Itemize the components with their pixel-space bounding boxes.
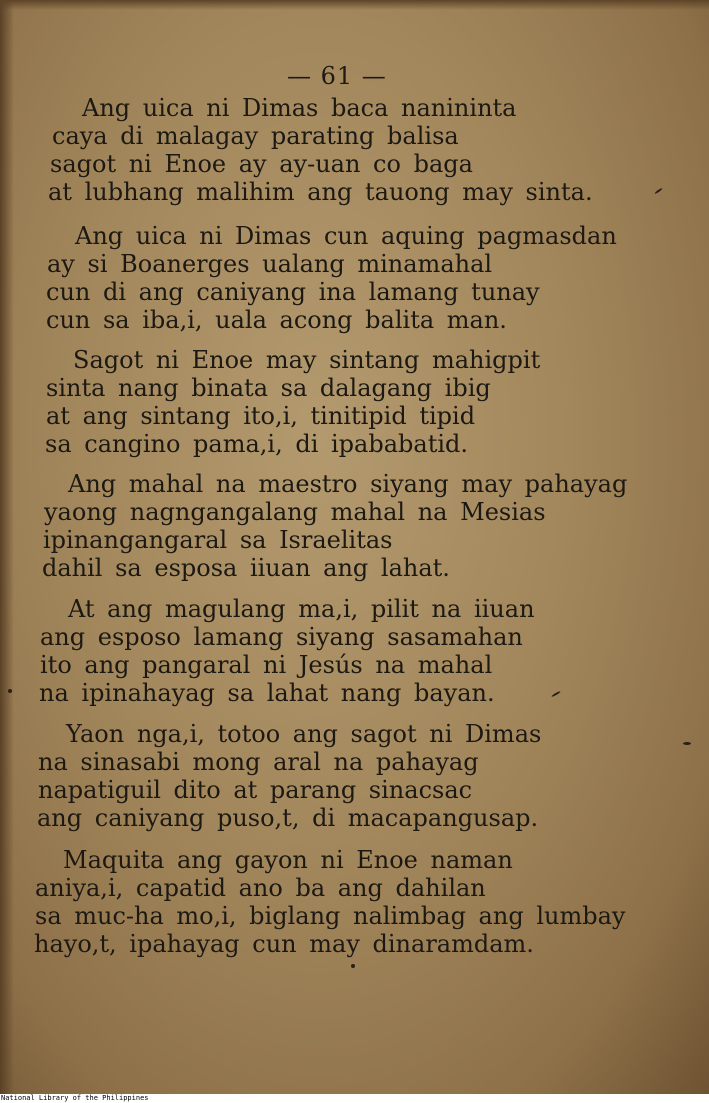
verse-line: ang caniyang puso,t, di macapangusap. xyxy=(37,804,539,832)
ink-speck xyxy=(351,964,355,968)
verse-line: at lubhang malihim ang tauong may sinta. xyxy=(48,178,593,206)
verse-line: na sinasabi mong aral na pahayag xyxy=(38,748,479,776)
verse-line: sagot ni Enoe ay ay-uan co baga xyxy=(50,150,473,178)
verse-line: ipinangangaral sa Israelitas xyxy=(43,526,393,554)
verse-line: ito ang pangaral ni Jesús na mahal xyxy=(40,651,493,679)
verse-line: sa cangino pama,i, di ipababatid. xyxy=(45,430,469,458)
verse-line: Ang uica ni Dimas cun aquing pagmasdan xyxy=(75,222,617,250)
page-number: — 61 — xyxy=(287,62,387,90)
verse-line: cun sa iba,i, uala acong balita man. xyxy=(46,306,507,334)
ink-speck xyxy=(8,689,12,693)
verse-line: Yaon nga,i, totoo ang sagot ni Dimas xyxy=(66,720,542,748)
verse-line: caya di malagay parating balisa xyxy=(52,122,459,150)
verse-line: na ipinahayag sa lahat nang bayan. xyxy=(39,679,495,707)
verse-line: ay si Boanerges ualang minamahal xyxy=(47,250,493,278)
verse-line: napatiguil dito at parang sinacsac xyxy=(38,776,473,804)
verse-line: hayo,t, ipahayag cun may dinaramdam. xyxy=(34,930,534,958)
ink-speck xyxy=(654,188,663,195)
verse-line: aniya,i, capatid ano ba ang dahilan xyxy=(35,874,486,902)
page-shadow-top xyxy=(0,0,709,10)
verse-line: sinta nang binata sa dalagang ibig xyxy=(46,374,491,402)
ink-speck xyxy=(551,691,561,698)
verse-line: Ang uica ni Dimas baca naninintа xyxy=(82,94,517,122)
library-attribution: National Library of the Philippines xyxy=(1,1094,149,1102)
verse-line: ang esposo lamang siyang sasamahan xyxy=(40,623,523,651)
verse-line: Maquita ang gayon ni Enoe naman xyxy=(63,846,513,874)
verse-line: Sagot ni Enoe may sintang mahigpit xyxy=(73,346,541,374)
verse-line: at ang sintang ito,i, tinitipid tipid xyxy=(46,402,476,430)
verse-line: Ang mahal na maestro siyang may pahayag xyxy=(68,470,628,498)
verse-line: At ang magulang ma,i, pilit na iiuan xyxy=(68,595,535,623)
verse-line: sa muc-ha mo,i, biglang nalimbag ang lumbay xyxy=(35,902,626,930)
verse-line: dahil sa esposa iiuan ang lahat. xyxy=(42,554,450,582)
page-shadow-left xyxy=(0,0,14,1094)
ink-speck xyxy=(683,742,691,745)
verse-line: cun di ang caniyang ina lamang tunay xyxy=(46,278,540,306)
verse-line: yaong nagngangalang mahal na Mesias xyxy=(44,498,546,526)
